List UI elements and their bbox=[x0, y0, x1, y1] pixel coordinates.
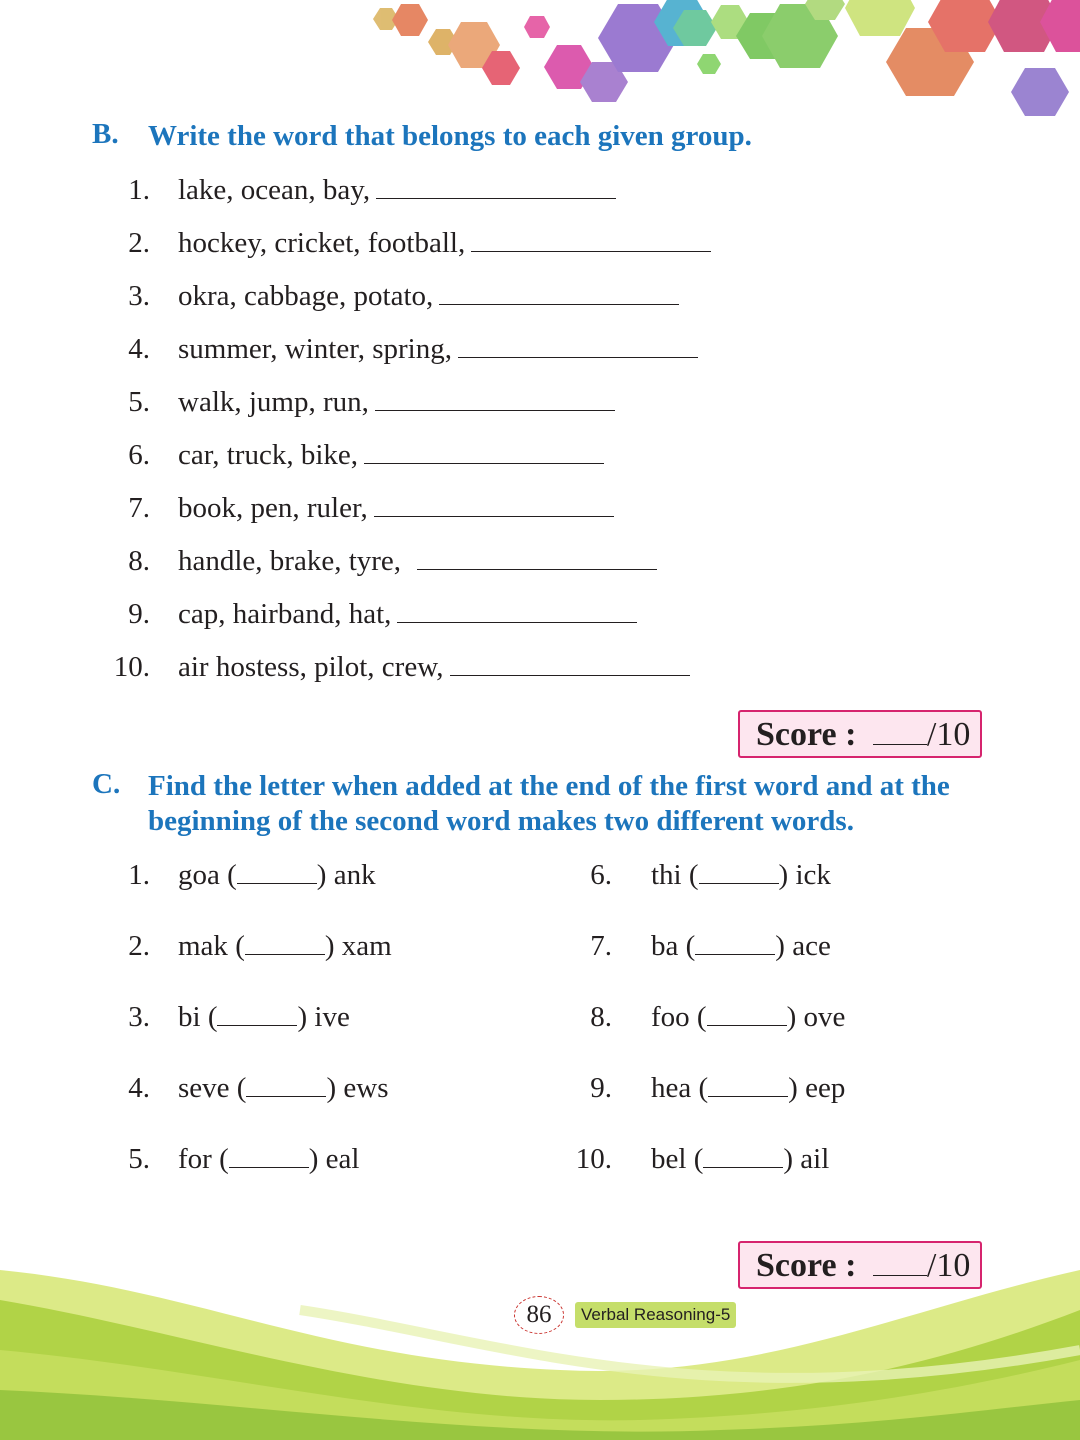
open-paren: ( bbox=[691, 1072, 709, 1104]
open-paren: ( bbox=[227, 930, 245, 962]
second-word: ace bbox=[792, 930, 831, 962]
item-number: 10. bbox=[575, 1143, 612, 1175]
close-paren: ) bbox=[783, 1143, 801, 1175]
item-text bbox=[178, 331, 698, 367]
list-item bbox=[651, 1141, 829, 1177]
wave-decoration bbox=[0, 1250, 1080, 1440]
close-paren: ) bbox=[786, 1001, 804, 1033]
close-paren: ) bbox=[308, 1143, 326, 1175]
item-number: 10. bbox=[113, 651, 150, 683]
list-item bbox=[651, 857, 831, 893]
item-number: 9. bbox=[128, 598, 150, 630]
open-paren: ( bbox=[200, 1001, 218, 1033]
second-word: ive bbox=[314, 1001, 350, 1033]
first-word: thi bbox=[651, 859, 682, 891]
group-words: summer, winter, spring, bbox=[178, 333, 452, 365]
section-b-score-box bbox=[738, 710, 982, 758]
answer-blank[interactable] bbox=[376, 172, 616, 199]
group-words: lake, ocean, bay, bbox=[178, 174, 371, 206]
item-number: 4. bbox=[128, 333, 150, 365]
item-number: 3. bbox=[128, 280, 150, 312]
letter-blank[interactable] bbox=[699, 857, 779, 884]
item-number: 7. bbox=[128, 492, 150, 524]
item-text bbox=[178, 596, 637, 632]
group-words: hockey, cricket, football, bbox=[178, 227, 466, 259]
close-paren: ) bbox=[775, 930, 793, 962]
list-item bbox=[178, 1141, 359, 1177]
item-number: 5. bbox=[128, 1143, 150, 1175]
open-paren: ( bbox=[681, 859, 699, 891]
second-word: ews bbox=[343, 1072, 389, 1104]
second-word: ank bbox=[333, 859, 376, 891]
second-word: ove bbox=[803, 1001, 846, 1033]
item-number: 1. bbox=[128, 859, 150, 891]
second-word: xam bbox=[341, 930, 392, 962]
list-item bbox=[178, 928, 392, 964]
letter-blank[interactable] bbox=[245, 928, 325, 955]
section-c-letter: C. bbox=[92, 768, 121, 800]
first-word: hea bbox=[651, 1072, 692, 1104]
answer-blank[interactable] bbox=[375, 384, 615, 411]
item-number: 2. bbox=[128, 227, 150, 259]
close-paren: ) bbox=[324, 930, 342, 962]
letter-blank[interactable] bbox=[246, 1070, 326, 1097]
hexagon-decoration bbox=[0, 0, 1080, 130]
group-words: book, pen, ruler, bbox=[178, 492, 368, 524]
letter-blank[interactable] bbox=[703, 1141, 783, 1168]
first-word: ba bbox=[651, 930, 679, 962]
item-number: 6. bbox=[128, 439, 150, 471]
second-word: ick bbox=[795, 859, 831, 891]
open-paren: ( bbox=[678, 930, 696, 962]
item-number: 3. bbox=[128, 1001, 150, 1033]
list-item bbox=[651, 999, 845, 1035]
first-word: bel bbox=[651, 1143, 687, 1175]
score-label: Score : bbox=[756, 716, 857, 753]
list-item bbox=[651, 928, 831, 964]
item-number: 8. bbox=[128, 545, 150, 577]
item-text bbox=[178, 543, 657, 579]
group-words: car, truck, bike, bbox=[178, 439, 359, 471]
letter-blank[interactable] bbox=[707, 999, 787, 1026]
letter-blank[interactable] bbox=[708, 1070, 788, 1097]
score-total: /10 bbox=[926, 1247, 971, 1284]
open-paren: ( bbox=[211, 1143, 229, 1175]
item-text bbox=[178, 649, 690, 685]
score-blank[interactable] bbox=[873, 712, 927, 745]
item-number: 8. bbox=[590, 1001, 612, 1033]
second-word: eep bbox=[805, 1072, 846, 1104]
group-words: walk, jump, run, bbox=[178, 386, 369, 418]
group-words: cap, hairband, hat, bbox=[178, 598, 392, 630]
close-paren: ) bbox=[297, 1001, 315, 1033]
first-word: seve bbox=[178, 1072, 230, 1104]
answer-blank[interactable] bbox=[471, 225, 711, 252]
letter-blank[interactable] bbox=[217, 999, 297, 1026]
first-word: for bbox=[178, 1143, 212, 1175]
first-word: goa bbox=[178, 859, 220, 891]
answer-blank[interactable] bbox=[458, 331, 698, 358]
answer-blank[interactable] bbox=[417, 543, 657, 570]
second-word: ail bbox=[800, 1143, 830, 1175]
item-text bbox=[178, 437, 604, 473]
answer-blank[interactable] bbox=[374, 490, 614, 517]
open-paren: ( bbox=[219, 859, 237, 891]
item-text bbox=[178, 384, 615, 420]
item-number: 1. bbox=[128, 174, 150, 206]
close-paren: ) bbox=[326, 1072, 344, 1104]
answer-blank[interactable] bbox=[450, 649, 690, 676]
letter-blank[interactable] bbox=[237, 857, 317, 884]
item-number: 7. bbox=[590, 930, 612, 962]
answer-blank[interactable] bbox=[439, 278, 679, 305]
section-c-title-line1: Find the letter when added at the end of the first word and at the bbox=[148, 770, 950, 802]
open-paren: ( bbox=[229, 1072, 247, 1104]
list-item bbox=[651, 1070, 845, 1106]
second-word: eal bbox=[325, 1143, 360, 1175]
section-b-letter: B. bbox=[92, 118, 119, 150]
item-text bbox=[178, 278, 679, 314]
book-title-tag: Verbal Reasoning-5 bbox=[575, 1302, 736, 1328]
group-words: air hostess, pilot, crew, bbox=[178, 651, 444, 683]
item-number: 4. bbox=[128, 1072, 150, 1104]
item-number: 9. bbox=[590, 1072, 612, 1104]
close-paren: ) bbox=[778, 859, 796, 891]
item-text bbox=[178, 172, 616, 208]
answer-blank[interactable] bbox=[397, 596, 637, 623]
letter-blank[interactable] bbox=[695, 928, 775, 955]
list-item bbox=[178, 999, 350, 1035]
first-word: mak bbox=[178, 930, 228, 962]
score-label: Score : bbox=[756, 1247, 857, 1284]
close-paren: ) bbox=[788, 1072, 806, 1104]
first-word: bi bbox=[178, 1001, 201, 1033]
score-total: /10 bbox=[926, 716, 971, 753]
item-number: 5. bbox=[128, 386, 150, 418]
open-paren: ( bbox=[689, 1001, 707, 1033]
page-number: 86 bbox=[514, 1296, 564, 1334]
open-paren: ( bbox=[686, 1143, 704, 1175]
item-number: 6. bbox=[590, 859, 612, 891]
close-paren: ) bbox=[316, 859, 334, 891]
section-b-title: Write the word that belongs to each given group. bbox=[148, 120, 752, 152]
first-word: foo bbox=[651, 1001, 690, 1033]
list-item bbox=[178, 857, 376, 893]
item-text bbox=[178, 490, 614, 526]
item-number: 2. bbox=[128, 930, 150, 962]
letter-blank[interactable] bbox=[229, 1141, 309, 1168]
group-words: okra, cabbage, potato, bbox=[178, 280, 434, 312]
item-text bbox=[178, 225, 711, 261]
list-item bbox=[178, 1070, 388, 1106]
group-words: handle, brake, tyre, bbox=[178, 545, 402, 577]
section-c-title-line2: beginning of the second word makes two different words. bbox=[148, 805, 854, 837]
answer-blank[interactable] bbox=[364, 437, 604, 464]
